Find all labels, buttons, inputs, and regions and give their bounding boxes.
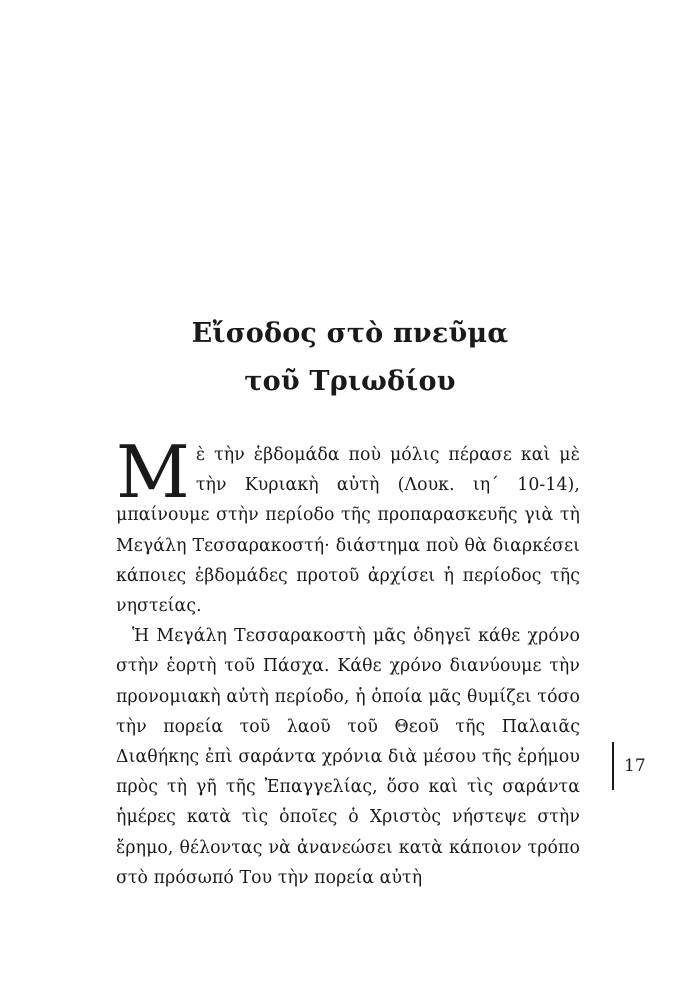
paragraph-2: Ἡ Μεγάλη Τεσσαρακοστὴ μᾶς ὁδηγεῖ κάθε χρόνο στὴν ἑορτὴ τοῦ Πάσχα. Κάθε χρόνο διανύουμε τὴν προνομιακὴ αὐτὴ περίοδο, ἡ ὁποία μᾶς θυμίζει τόσο τὴν πορεία τοῦ λαοῦ τοῦ Θεοῦ τῆς Παλαιᾶς Διαθήκης ἐπὶ σαράντα χρόνια διὰ μέσου τῆς ἐρήμου πρὸς τὴ γῆ τῆς Ἐπαγγελίας, ὅσο καὶ τὶς σαράντα ἡμέρες κατὰ τὶς ὁποῖες ὁ Χριστὸς νήστεψε στὴν ἔρημο, θέλοντας νὰ ἀνανεώσει κατὰ κάποιον τρόπο στὸ πρόσωπό Του τὴν πορεία αὐτὴ — [116, 626, 580, 888]
body-text — [116, 430, 580, 893]
page-number: 17 — [624, 756, 646, 776]
chapter-title-line-1: Εἴσοδος στὸ πνεῦμα — [191, 318, 509, 349]
chapter-title-line-2: τοῦ Τριωδίου — [244, 366, 456, 397]
drop-cap: Μ — [116, 430, 190, 514]
page-number-rule — [612, 742, 614, 790]
paragraph-1-text: ὲ τὴν ἑβδομάδα ποὺ μόλις πέρασε καὶ μὲ τὴν Κυριακὴ αὐτὴ (Λουκ. ιη΄ 10-14), μπαίνουμε στὴν περίοδο τῆς προπαρασκευῆς γιὰ τὴ Μεγάλη Τεσσαρακοστή· διάστημα ποὺ θὰ διαρκέσει κάποιες ἑβδομάδες προτοῦ ἀρχίσει ἡ περίοδος τῆς νηστείας. — [116, 445, 580, 617]
chapter-title — [0, 310, 700, 406]
paragraph-1 — [116, 430, 580, 621]
